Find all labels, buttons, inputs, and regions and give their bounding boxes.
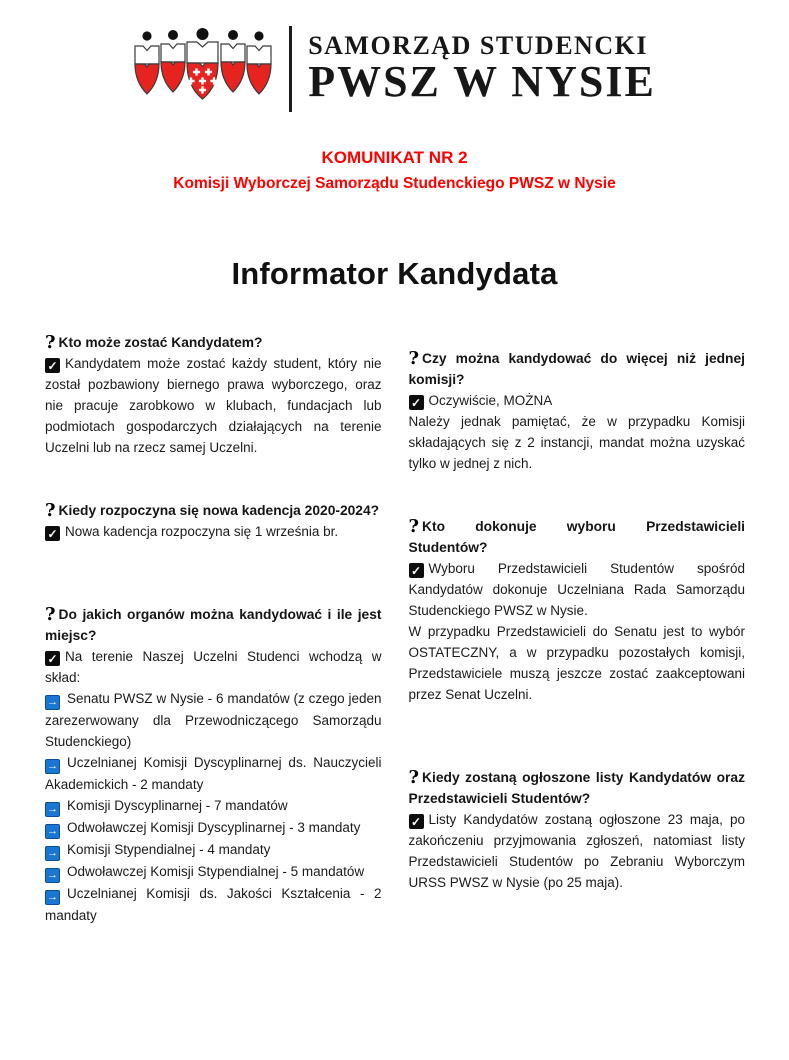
answer-paragraph	[45, 646, 382, 688]
list-item	[45, 817, 382, 839]
logo-divider	[289, 26, 292, 112]
question-text: Kto może zostać Kandydatem?	[58, 334, 263, 350]
qa-section-who-elects	[409, 516, 746, 705]
logo-text	[308, 30, 656, 106]
list-item-text: Senatu PWSZ w Nysie - 6 mandatów (z czego jeden zarezerwowany dla Przewodniczącego Samorządu Studenckiego)	[45, 690, 382, 749]
answer-text: Oczywiście, MOŻNA	[428, 392, 553, 408]
org-name-line2: PWSZ W NYSIE	[308, 56, 656, 106]
arrow-right-icon: →	[47, 695, 58, 708]
answer-paragraph	[409, 411, 746, 474]
check-icon: ✓	[409, 395, 424, 410]
announcement	[0, 148, 789, 194]
arrow-right-icon: →	[47, 846, 58, 859]
list-item	[45, 839, 382, 861]
question-heading	[45, 332, 382, 353]
arrow-right-icon: →	[47, 824, 58, 837]
question-icon: ?	[45, 603, 56, 625]
question-heading	[45, 500, 382, 521]
answer-text: Nowa kadencja rozpoczyna się 1 września br.	[65, 523, 339, 539]
question-text: Kiedy zostaną ogłoszone listy Kandydatów oraz Przedstawicieli Studentów?	[408, 769, 745, 806]
page-title: Informator Kandydata	[231, 255, 558, 291]
question-heading	[45, 604, 382, 646]
list-item	[45, 883, 382, 926]
answer-text: W przypadku Przedstawicieli do Senatu jest to wybór OSTATECZNY, a w przypadku pozostałych komisji, Przedstawiciele muszą jeszcze zostać zaakceptowani przez Senat Uczelni.	[408, 623, 745, 702]
list-item	[45, 688, 382, 752]
question-text: Kto dokonuje wyboru Przedstawicieli Studentów?	[408, 518, 745, 555]
qa-section-lists-announcement	[409, 767, 746, 893]
arrow-right-icon: →	[47, 868, 58, 881]
question-text: Czy można kandydować do więcej niż jednej komisji?	[408, 350, 745, 387]
list-item	[45, 795, 382, 817]
question-text: Do jakich organów można kandydować i ile jest miejsc?	[45, 606, 382, 643]
qa-section-multiple-committees	[409, 348, 746, 474]
answer-text: Kandydatem może zostać każdy student, który nie został pozbawiony biernego prawa wyborczego, oraz nie pracuje zarobkowo w klubach, fundacjach lub podmiotach gospodarczych działających na terenie Uczelni lub na rzecz samej Uczelni.	[45, 355, 382, 455]
check-icon: ✓	[45, 358, 60, 373]
question-icon: ?	[45, 499, 56, 521]
answer-paragraph	[45, 521, 382, 542]
org-name-line1: SAMORZĄD STUDENCKI	[308, 30, 648, 60]
answer-paragraph	[409, 621, 746, 705]
announcement-title: KOMUNIKAT NR 2	[321, 148, 468, 167]
answer-paragraph	[409, 809, 746, 893]
arrow-right-icon: →	[47, 759, 58, 772]
answer-text: Listy Kandydatów zostaną ogłoszone 23 maja, po zakończeniu przyjmowania zgłoszeń, natomiast listy Przedstawicieli Studentów po Zebraniu Wyborczym URSS PWSZ w Nysie (po 25 maja).	[408, 811, 745, 890]
list-item-text: Odwoławczej Komisji Stypendialnej - 5 mandatów	[67, 863, 365, 879]
answer-text: Wyboru Przedstawicieli Studentów spośród Kandydatów dokonuje Uczelniana Rada Samorządu Studenckiego PWSZ w Nysie.	[408, 560, 745, 618]
list-item-text: Komisji Stypendialnej - 4 mandaty	[67, 841, 271, 857]
content-columns	[0, 332, 789, 926]
list-item	[45, 861, 382, 883]
question-heading	[409, 516, 746, 558]
left-column	[45, 332, 382, 926]
arrow-right-icon: →	[47, 802, 58, 815]
question-heading	[409, 348, 746, 390]
list-item-text: Komisji Dyscyplinarnej - 7 mandatów	[67, 797, 288, 813]
question-icon: ?	[408, 347, 420, 369]
shields-logo-graphic	[133, 27, 273, 111]
arrow-right-icon: →	[47, 890, 58, 903]
check-icon: ✓	[45, 526, 60, 541]
question-icon: ?	[408, 515, 420, 537]
list-item-text: Uczelnianej Komisji ds. Jakości Kształcenia - 2 mandaty	[45, 885, 382, 923]
answer-text: Należy jednak pamiętać, że w przypadku Komisji składających się z 2 instancji, mandat można uzyskać tylko w jednej z nich.	[408, 413, 745, 471]
answer-paragraph	[45, 353, 382, 458]
logo	[0, 0, 789, 112]
question-icon: ?	[408, 766, 420, 788]
check-icon: ✓	[45, 651, 60, 666]
question-icon: ?	[45, 331, 56, 353]
qa-section-who-can-be-candidate	[45, 332, 382, 458]
list-item-text: Odwoławczej Komisji Dyscyplinarnej - 3 mandaty	[67, 819, 361, 835]
qa-section-new-term	[45, 500, 382, 542]
announcement-subtitle: Komisji Wyborczej Samorządu Studenckiego PWSZ w Nysie	[173, 175, 616, 193]
right-column	[409, 332, 746, 926]
question-heading	[409, 767, 746, 809]
list-item-text: Uczelnianej Komisji Dyscyplinarnej ds. Nauczycieli Akademickich - 2 mandaty	[45, 754, 382, 792]
question-text: Kiedy rozpoczyna się nowa kadencja 2020-2024?	[58, 502, 380, 518]
answer-paragraph	[409, 558, 746, 621]
qa-section-which-bodies	[45, 604, 382, 926]
check-icon: ✓	[409, 563, 424, 578]
check-icon: ✓	[409, 814, 424, 829]
answer-text: Na terenie Naszej Uczelni Studenci wchodzą w skład:	[45, 648, 382, 685]
list-item	[45, 752, 382, 795]
answer-paragraph	[409, 390, 746, 411]
